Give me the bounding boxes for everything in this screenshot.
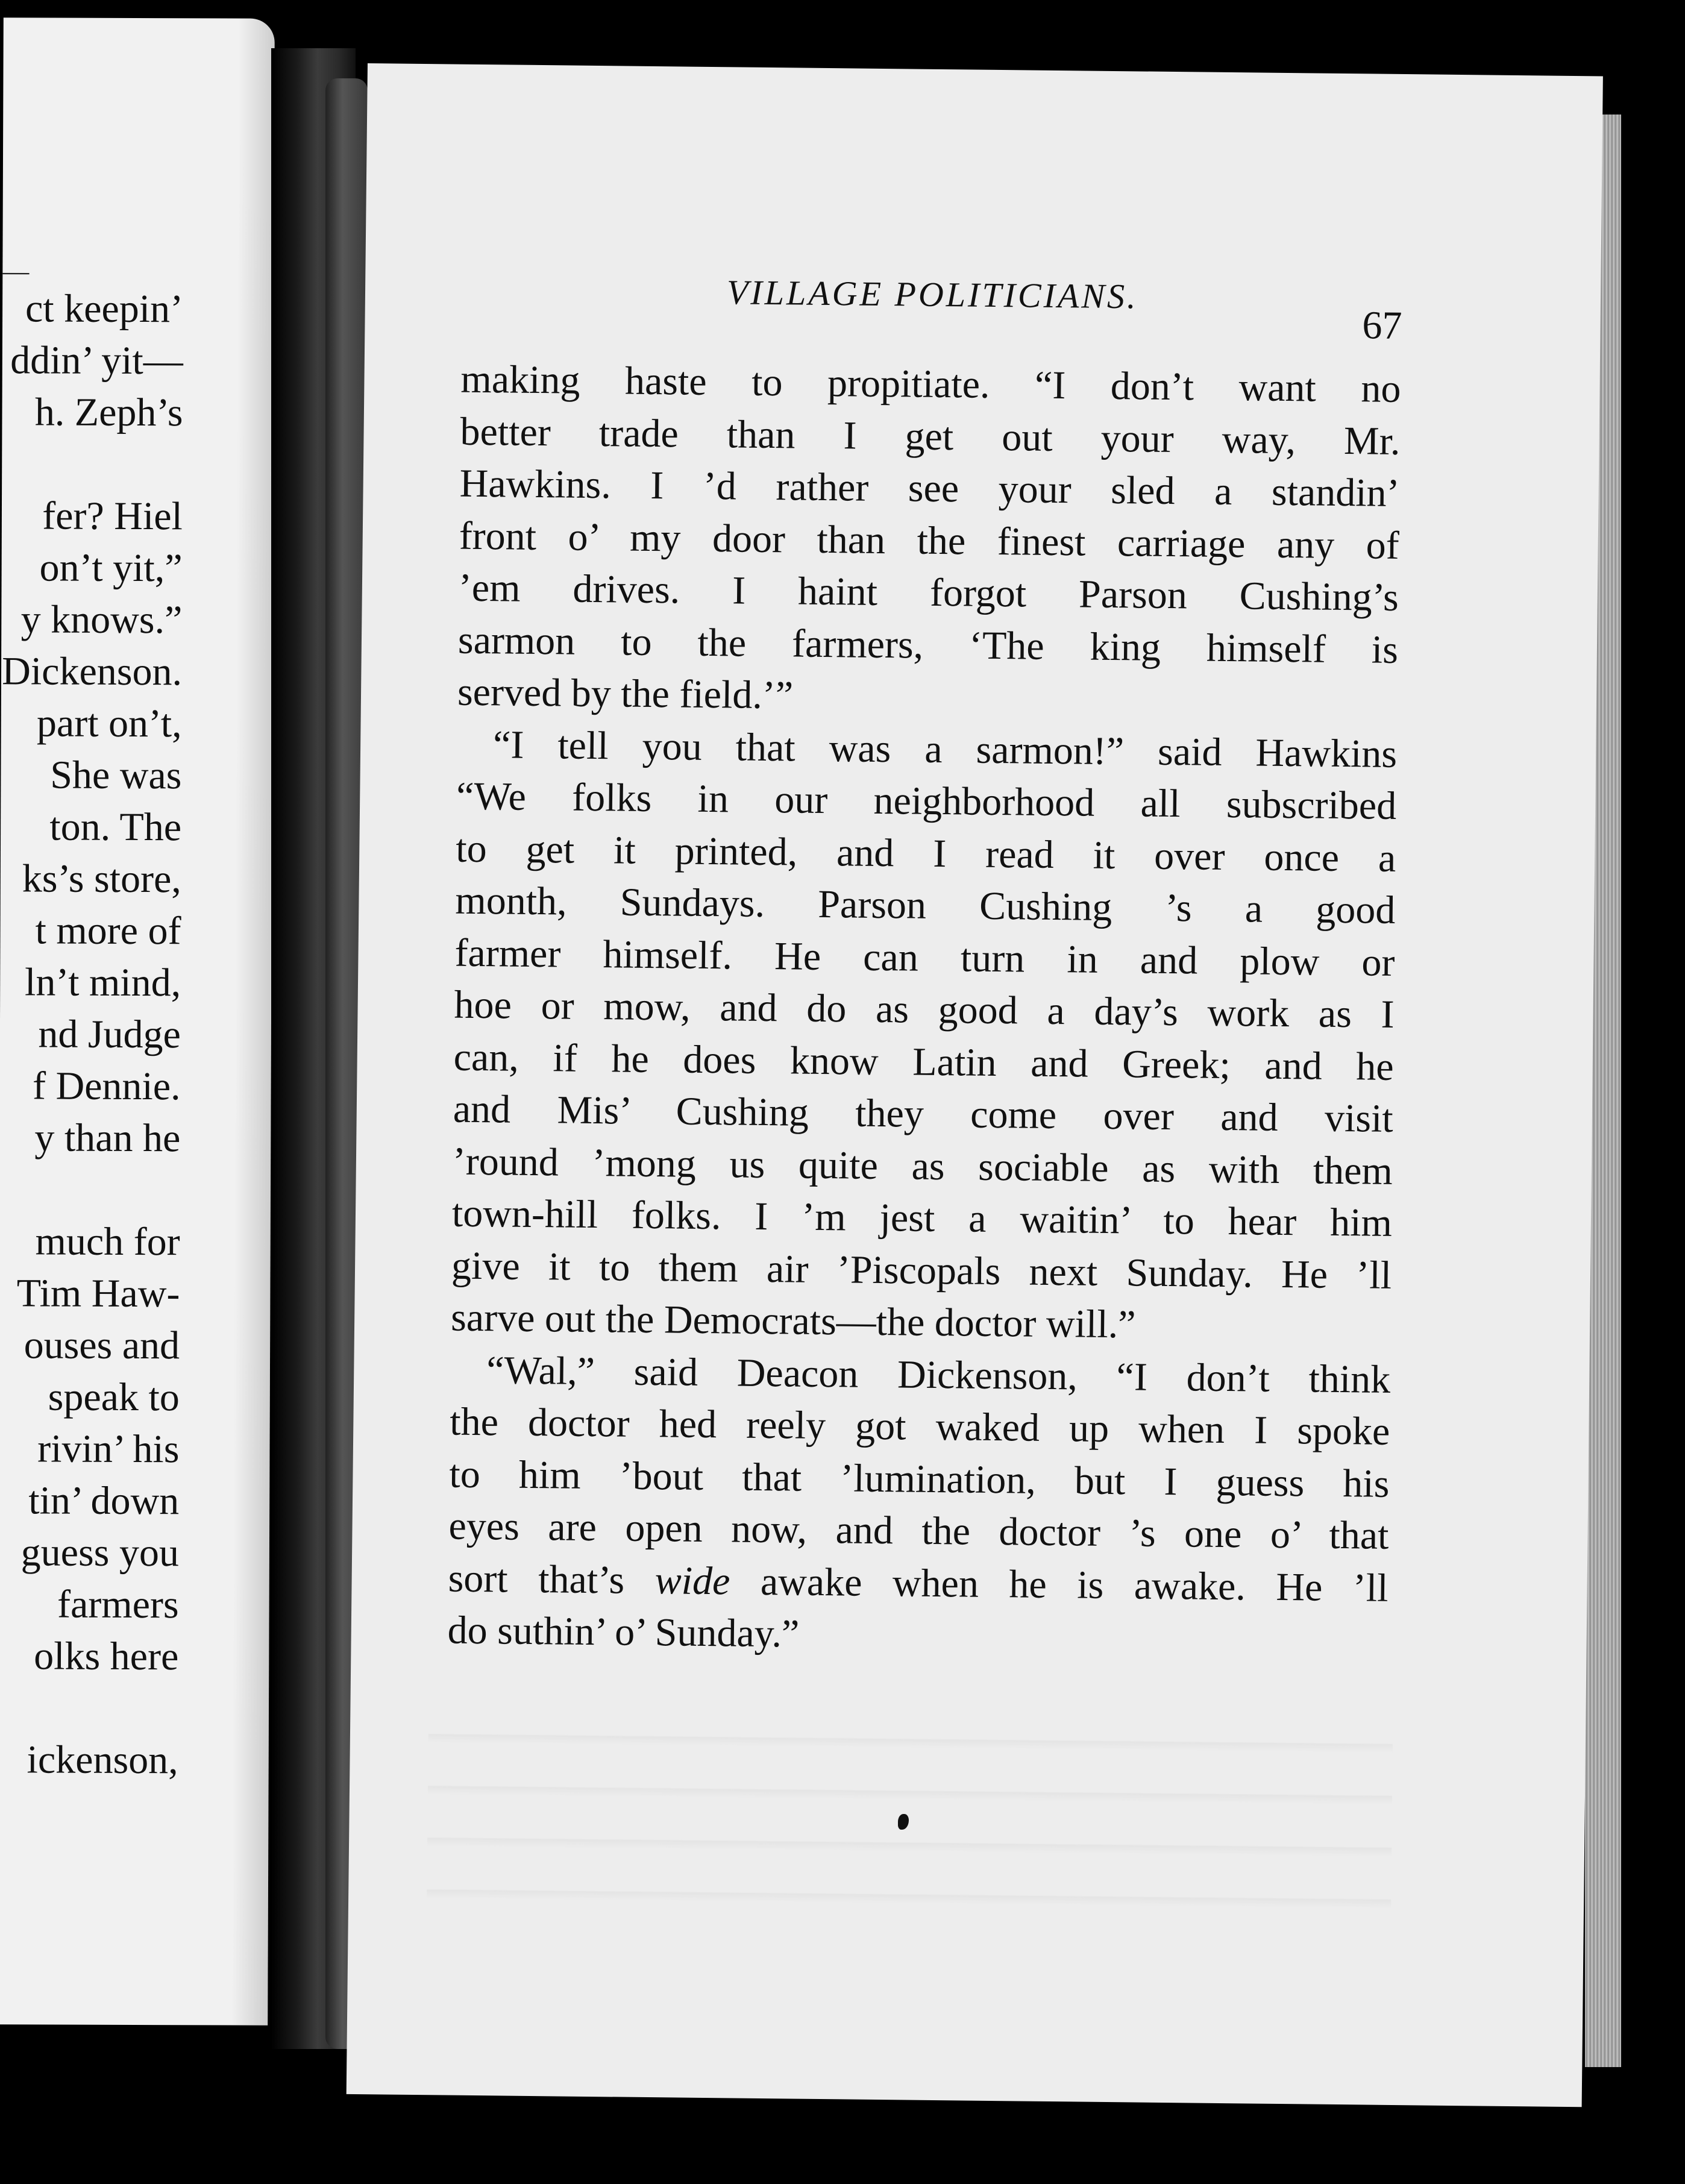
text-line: ’round ’mong us quite as sociable as with them — [452, 1139, 1393, 1193]
left-line: y than he — [34, 1116, 181, 1161]
left-line: ct keepin’ — [25, 286, 184, 331]
left-line: Dickenson. — [2, 649, 183, 694]
left-page-top-mark: — — [2, 256, 30, 286]
text-line: better trade than I get out your way, Mr. — [460, 409, 1401, 463]
left-line: much for — [35, 1219, 180, 1264]
text-line-with-italic — [448, 1552, 1388, 1614]
text-line: “I tell you that was a sarmon!” said Hawkins — [492, 722, 1398, 776]
left-line: farmers — [57, 1582, 179, 1627]
text-line: month, Sundays. Parson Cushing ’s a good — [455, 878, 1396, 932]
text-line: can, if he does know Latin and Greek; and he — [453, 1035, 1395, 1089]
left-line: nd Judge — [38, 1012, 181, 1057]
text-line: ’em drives. I haint forgot Parson Cushing’s — [458, 565, 1399, 620]
left-line: speak to — [48, 1375, 180, 1420]
page-number: 67 — [1362, 303, 1402, 348]
text-line: Hawkins. I ’d rather see your sled a standin’ — [459, 461, 1401, 515]
text-line: served by the field.’” — [457, 670, 794, 718]
left-line: ickenson, — [27, 1737, 178, 1783]
text-line-suffix: awake when he is awake. He ’ll — [730, 1558, 1388, 1610]
text-line: to get it printed, and I read it over once a — [455, 826, 1396, 880]
left-line: t more of — [35, 908, 181, 953]
running-head: VILLAGE POLITICIANS. — [726, 272, 1138, 316]
left-line-gap — [0, 1163, 180, 1216]
left-line: olks here — [34, 1634, 179, 1679]
body-text — [447, 354, 1401, 1667]
text-line-prefix: sort that’s — [448, 1556, 656, 1602]
left-line: y knows.” — [20, 597, 183, 642]
left-line: Tim Haw- — [16, 1271, 180, 1316]
left-page — [0, 17, 275, 2026]
text-line: give it to them air ’Piscopals next Sunday. He ’ll — [451, 1243, 1392, 1298]
left-line: ouses and — [24, 1323, 180, 1368]
text-line: the doctor hed reely got waked up when I spoke — [450, 1399, 1390, 1454]
text-line: hoe or mow, and do as good a day’s work as I — [454, 982, 1395, 1037]
left-line: tin’ down — [28, 1478, 180, 1523]
text-line: to him ’bout that ’lumination, but I guess his — [449, 1452, 1390, 1506]
left-page-text — [0, 282, 183, 1786]
right-page — [347, 63, 1603, 2107]
text-line: sarmon to the farmers, ‘The king himself is — [457, 618, 1399, 672]
left-line: part on’t, — [36, 701, 182, 746]
left-line: on’t yit,” — [39, 545, 183, 591]
left-line: rivin’ his — [37, 1426, 180, 1472]
italic-word: wide — [654, 1558, 730, 1603]
left-line-gap — [0, 438, 183, 491]
text-line: “Wal,” said Deacon Dickenson, “I don’t think — [486, 1348, 1391, 1402]
left-line: ton. The — [49, 805, 182, 850]
text-line: and Mis’ Cushing they come over and visit — [453, 1087, 1394, 1141]
left-line: fer? Hiel — [42, 494, 183, 539]
text-line: front o’ my door than the finest carriage any of — [459, 513, 1400, 568]
left-line: ln’t mind, — [24, 960, 181, 1005]
left-page-shadow — [231, 19, 275, 2026]
left-line: f Dennie. — [32, 1064, 181, 1109]
left-line: ddin’ yit— — [10, 338, 183, 383]
text-line: eyes are open now, and the doctor ’s one o’ that — [448, 1504, 1389, 1558]
text-line: sarve out the Democrats—the doctor will.” — [450, 1295, 1136, 1347]
bleed-through — [427, 1691, 1393, 1942]
left-line-gap — [0, 1681, 178, 1734]
text-line: making haste to propitiate. “I don’t want no — [460, 357, 1401, 411]
left-line: She was — [50, 753, 182, 798]
left-line: h. Zeph’s — [34, 390, 183, 435]
text-line: “We folks in our neighborhood all subscribed — [456, 774, 1397, 828]
left-line: ks’s store, — [22, 856, 181, 902]
text-line: town-hill folks. I ’m jest a waitin’ to hear him — [451, 1191, 1393, 1245]
text-line: farmer himself. He can turn in and plow or — [454, 930, 1395, 985]
text-line: do suthin’ o’ Sunday.” — [447, 1608, 800, 1656]
left-line: guess you — [20, 1530, 180, 1575]
